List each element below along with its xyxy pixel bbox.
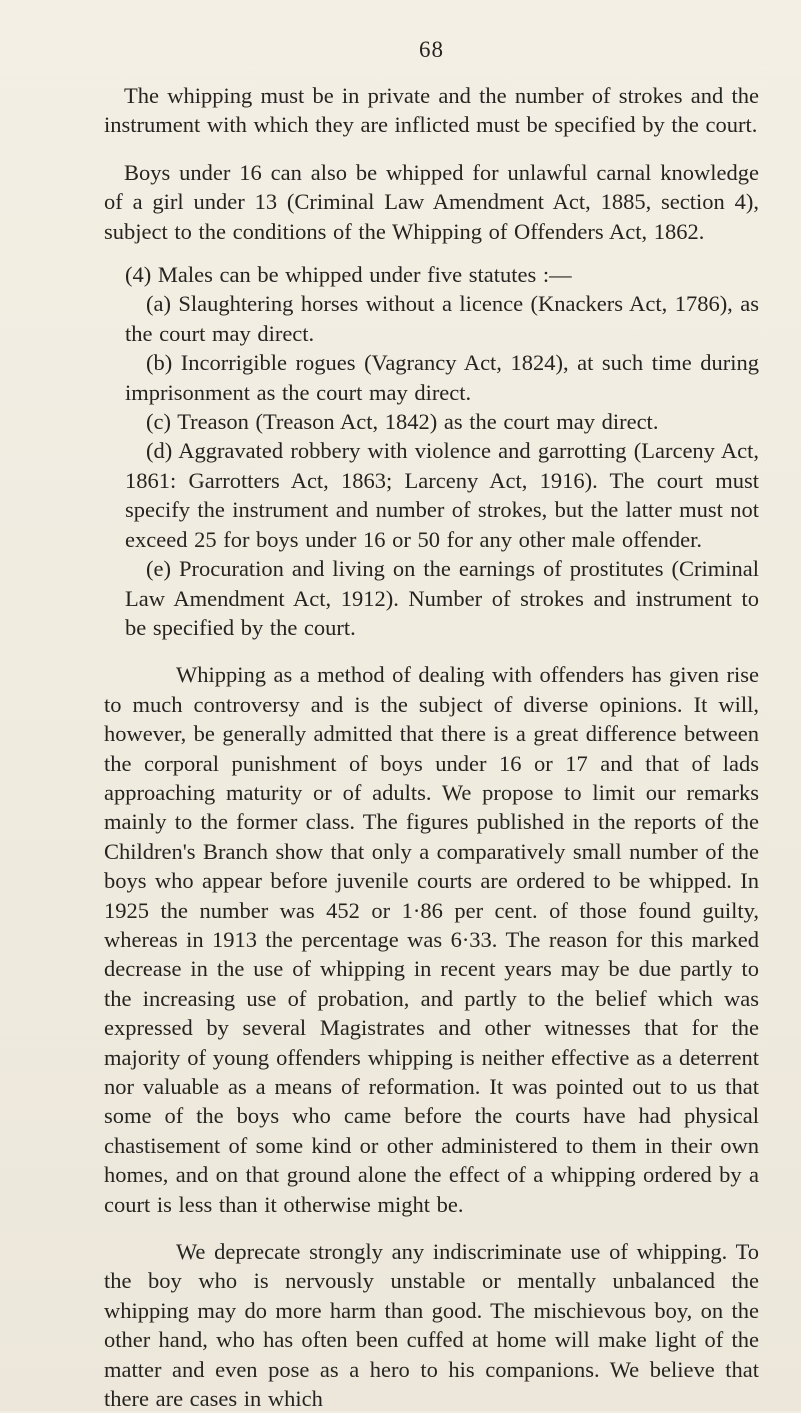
page-number: 68: [419, 37, 444, 62]
statutes-heading: (4) Males can be whipped under five statutes :—: [125, 262, 572, 288]
statute-item-c: (c) Treason (Treason Act, 1842) as the court may direct.: [146, 409, 659, 435]
statute-item-b: (b) Incorrigible rogues (Vagrancy Act, 1824), at such time during imprisonment as the court may direct.: [125, 350, 759, 405]
statute-item-d: (d) Aggravated robbery with violence and garrotting (Larceny Act, 1861: Garrotters Act, 1863; Larceny Act, 1916). The court must specify the instrument and number of strokes, but the latter must not exceed 25 for boys under 16 or 50 for any other male offender.: [125, 438, 759, 552]
paragraph-boys-under-16: Boys under 16 can also be whipped for unlawful carnal knowledge of a girl under 13 (Criminal Law Amendment Act, 1885, section 4), subject to the conditions of the Whipping of Offenders Act, 1862.: [104, 159, 759, 244]
statute-item-a: (a) Slaughtering horses without a licence (Knackers Act, 1786), as the court may direct.: [125, 291, 759, 346]
paragraph-whipping-controversy: Whipping as a method of dealing with offenders has given rise to much controversy and is the subject of diverse opinions. It will, however, be generally admitted that there is a great difference between the corporal punishment of boys under 16 or 17 and that of lads approaching maturity or of adults. We propose to limit our remarks mainly to the former class. The figures published in the reports of the Children's Branch show that only a comparatively small number of the boys who appear before juvenile courts are ordered to be whipped. In 1925 the number was 452 or 1·86 per cent. of those found guilty, whereas in 1913 the percentage was 6·33. The reason for this marked decrease in the use of whipping in recent years may be due partly to the increasing use of probation, and partly to the belief which was expressed by several Magistrates and other witnesses that for the majority of young offenders whipping is neither effective as a deterrent nor valuable as a means of reformation. It was pointed out to us that some of the boys who came before the courts have had physical chastisement of some kind or other administered to them in their own homes, and on that ground alone the effect of a whipping ordered by a court is less than it otherwise might be.: [104, 662, 759, 1217]
paragraph-deprecate-whipping: We deprecate strongly any indiscriminate use of whipping. To the boy who is nervously unstable or mentally unbalanced the whipping may do more harm than good. The mischievous boy, on the other hand, who has often been cuffed at home will make light of the matter and even pose as a hero to his companions. We believe that there are cases in which: [104, 1239, 759, 1412]
statute-item-e: (e) Procuration and living on the earnings of prostitutes (Criminal Law Amendment Act, 1912). Number of strokes and instrument to be specified by the court.: [125, 556, 759, 640]
paragraph-whipping-private: The whipping must be in private and the number of strokes and the instrument with which they are inflicted must be specified by the court.: [104, 83, 759, 138]
